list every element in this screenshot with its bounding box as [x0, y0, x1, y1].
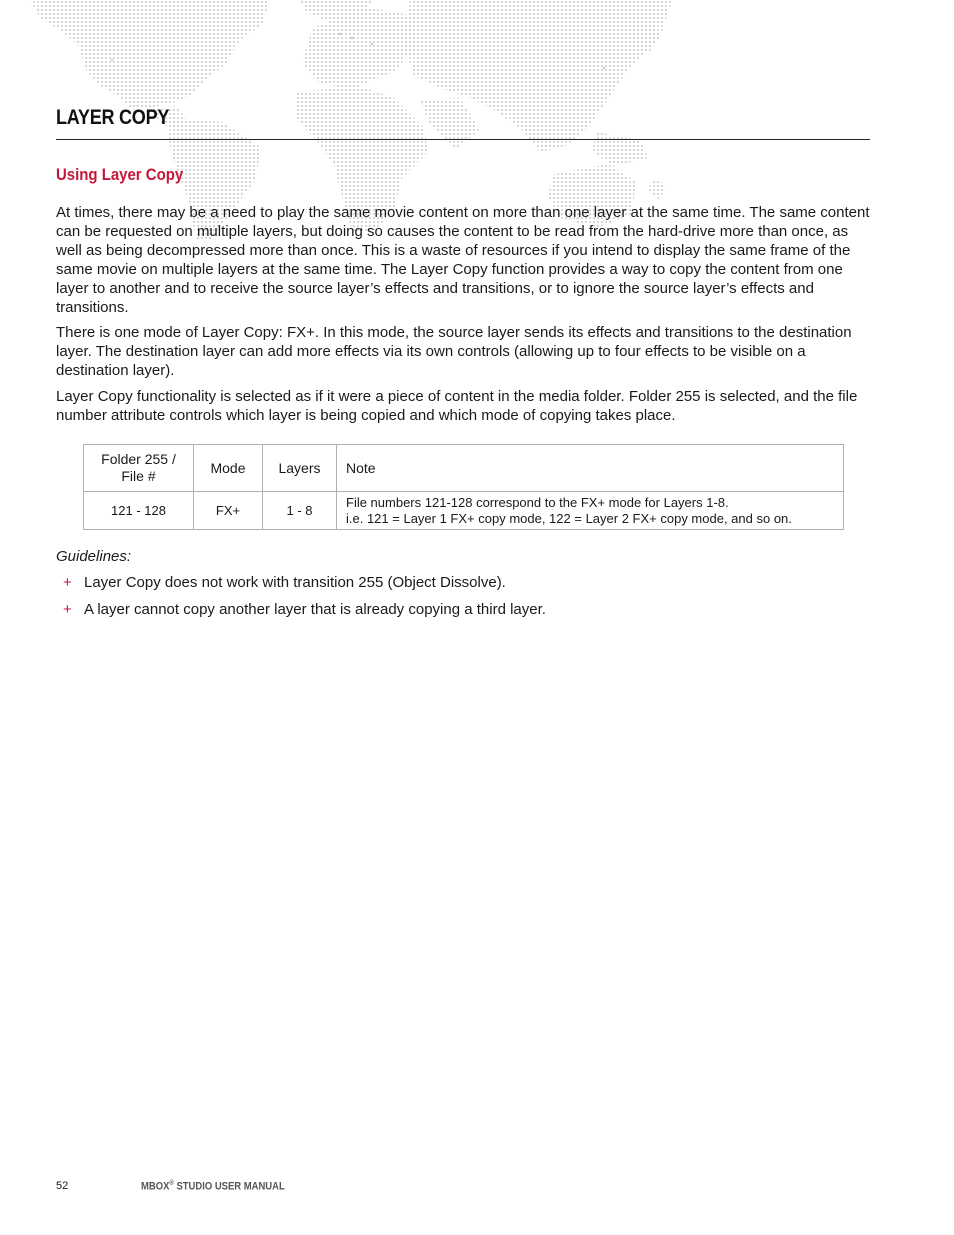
header-note: Note — [337, 445, 844, 492]
subsection-title: Using Layer Copy — [56, 165, 184, 184]
cell-mode: FX+ — [194, 492, 263, 530]
header-layers: Layers — [263, 445, 337, 492]
plus-bullet-icon: + — [63, 601, 72, 618]
guidelines-label: Guidelines: — [56, 548, 132, 565]
list-item — [56, 574, 546, 601]
header-mode: Mode — [194, 445, 263, 492]
table-header-row — [84, 445, 844, 492]
list-item-text: A layer cannot copy another layer that is already copying a third layer. — [84, 601, 546, 618]
plus-bullet-icon: + — [63, 574, 72, 591]
layer-copy-table — [83, 444, 844, 530]
guidelines-list — [56, 574, 546, 628]
cell-note: File numbers 121-128 correspond to the FX+ mode for Layers 1-8. i.e. 121 = Layer 1 FX+ copy mode, 122 = Layer 2 FX+ copy mode, and so on. — [337, 492, 844, 530]
body-paragraph: At times, there may be a need to play the same movie content on more than one layer at the same time. The same content can be requested on multiple layers, but doing so causes the content to be read from the hard-drive more than once, as well as being decompressed more than once. This is a waste of resources if you intend to display the same frame of the same movie on multiple layers at the same time. The Layer Copy function provides a way to copy the content from one layer to another and to receive the source layer’s effects and transitions, or to ignore the source layer’s effects and transitions. — [56, 204, 870, 316]
header-folder-file: Folder 255 / File # — [84, 445, 194, 492]
list-item-text: Layer Copy does not work with transition 255 (Object Dissolve). — [84, 574, 506, 591]
cell-layers: 1 - 8 — [263, 492, 337, 530]
body-paragraph: Layer Copy functionality is selected as if it were a piece of content in the media folder. Folder 255 is selected, and the file number attribute controls which layer is being copied and which mode of copying takes place. — [56, 388, 858, 424]
cell-folder-file: 121 - 128 — [84, 492, 194, 530]
body-paragraph: There is one mode of Layer Copy: FX+. In this mode, the source layer sends its effects and transitions to the destination layer. The destination layer can add more effects via its own controls (allowing up to four effects to be visible on a destination layer). — [56, 324, 852, 379]
page-number: 52 — [56, 1180, 69, 1192]
table-row — [84, 492, 844, 530]
section-title: LAYER COPY — [56, 106, 170, 129]
document-title: MBOX® STUDIO USER MANUAL — [141, 1180, 285, 1193]
title-divider — [56, 139, 870, 140]
list-item — [56, 601, 546, 628]
